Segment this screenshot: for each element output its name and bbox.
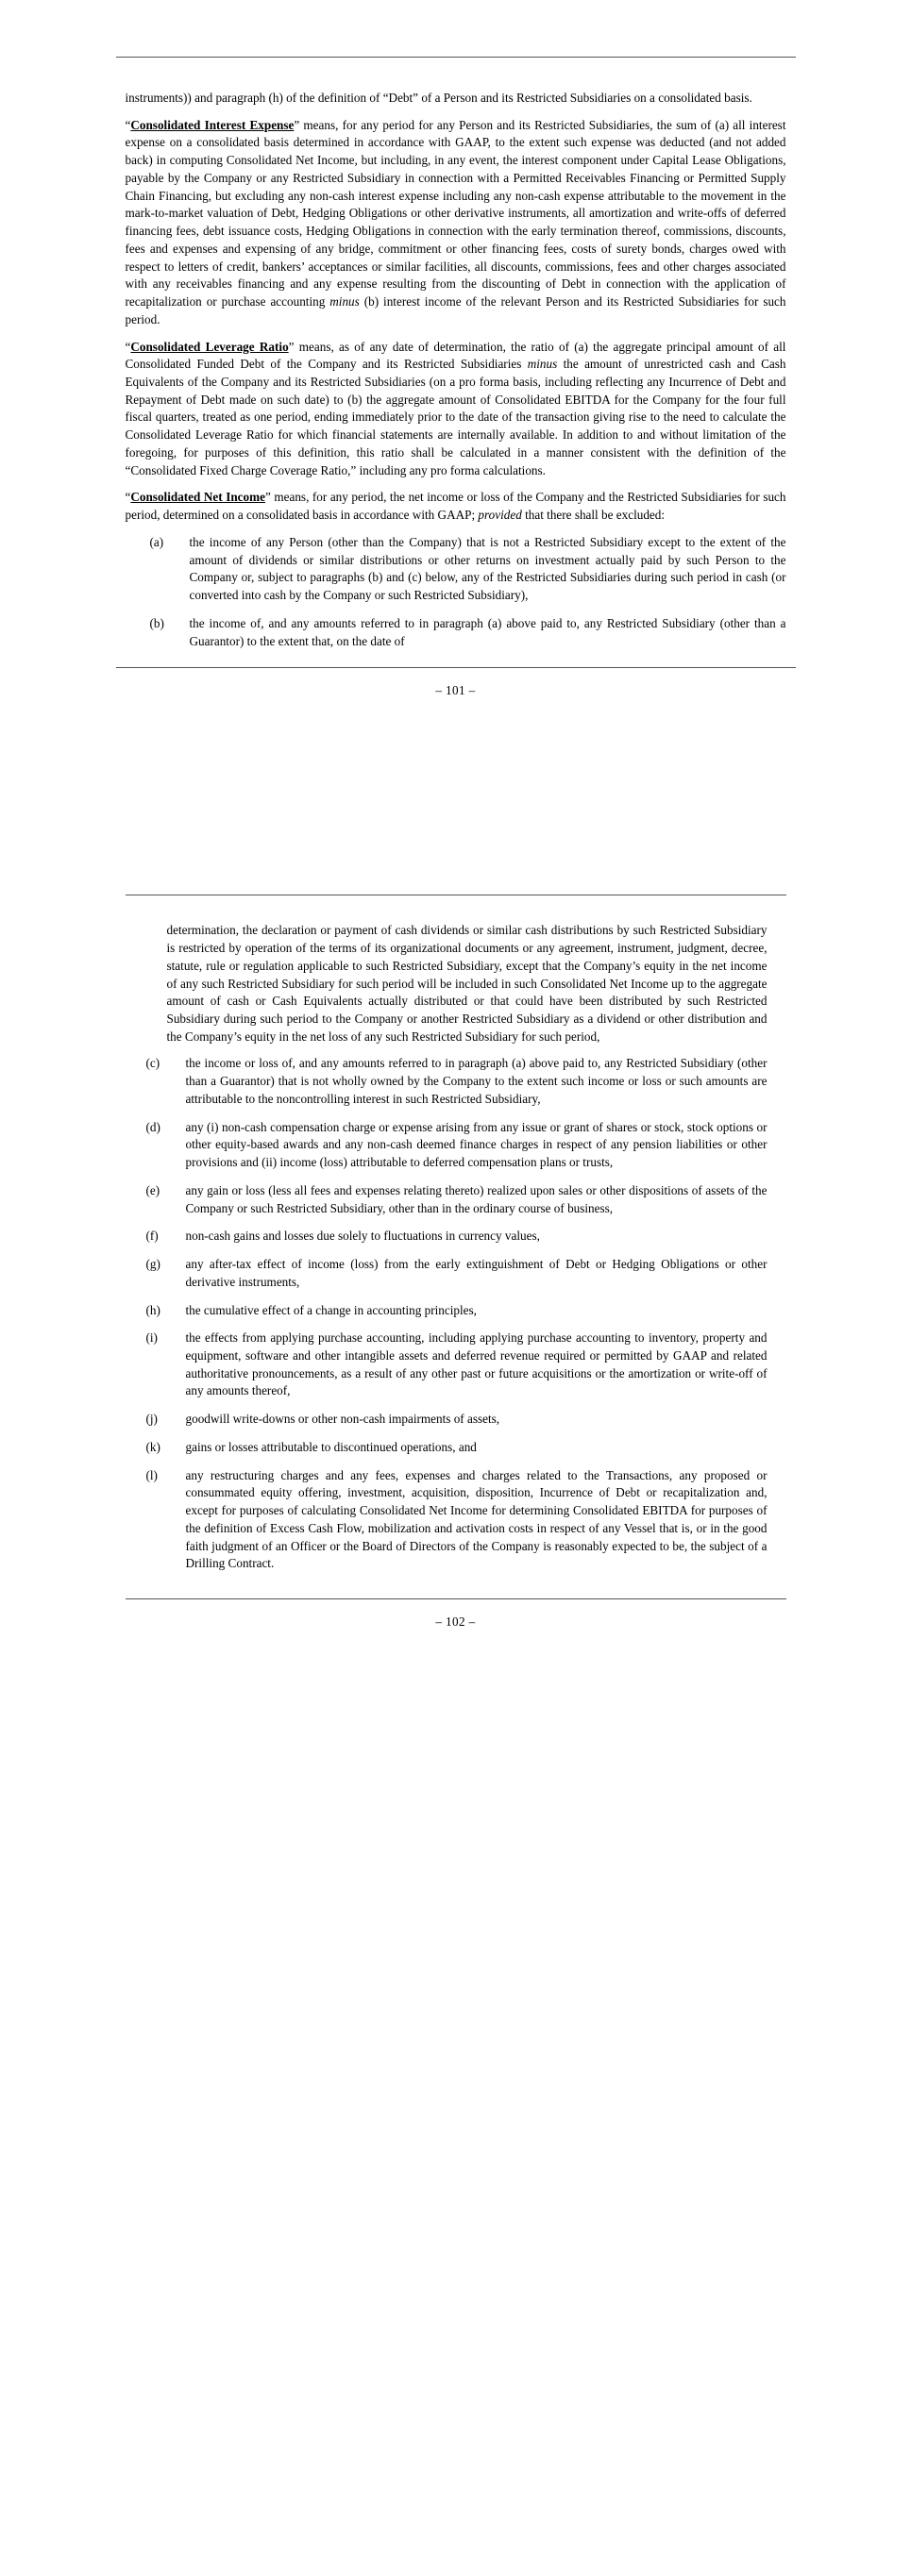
list-item-marker: (e) [145, 1182, 160, 1197]
paragraph-continuation: instruments)) and paragraph (h) of the definition of “Debt” of a Person and its Restricted Subsidiaries on a consolidated basis. [125, 91, 752, 105]
definition-consolidated-net-income [126, 489, 786, 524]
defined-term-label: Consolidated Interest Expense [130, 117, 295, 132]
list-item-text: any after-tax effect of income (loss) from the early extinguishment of Debt or Hedging Obligations or other derivative instruments, [185, 1257, 768, 1289]
list-item [144, 1302, 768, 1320]
defined-term-label: Consolidated Leverage Ratio [130, 339, 289, 354]
list-item [144, 1055, 768, 1108]
definition-body: ” means, for any period for any Person and its Restricted Subsidiaries, the sum of (a) all interest expense on a consolidated basis determined in accordance with GAAP, to the extent such expense was deducted (and not added back) in computing Consolidated Net Income, but including, in any event, the interest component under Capital Lease Obligations, payable by the Company or any Restricted Subsidiary in connection with a Permitted Receivables Financing or Permitted Supply Chain Financing, but excluding any non-cash interest expense including any non-cash expense attributable to the movement in the mark-to-market valuation of Debt, Hedging Obligations or other derivative instruments, all amortization and write-offs of deferred financing fees, debt issuance costs, Hedging Obligations in connection with the early termination thereof, commissions, discounts, fees and expenses and expensing of any bridge, commitment or other financing fees, costs of surety bonds, charges owed with respect to letters of credit, bankers’ acceptances or similar facilities, all discounts, commissions, fees and other charges associated with any receivables financing and any expense resulting from the discounting of Debt in connection with the application of recapitalization or purchase accounting minus (b) interest income of the relevant Person and its Restricted Subsidiaries for such period. [125, 117, 786, 326]
list-item-marker: (k) [145, 1439, 160, 1454]
list-item [144, 1330, 768, 1400]
page-footer-rule [116, 667, 796, 668]
page-102-body [144, 895, 768, 1583]
document-page-101 [0, 0, 911, 698]
list-item-marker: (i) [145, 1330, 158, 1346]
list-item-text: the effects from applying purchase accounting, including applying purchase accounting to inventory, property and equipment, software and other intangible assets and deferred revenue required or permitted by GAAP and related authoritative pronouncements, as a result of any other past or future acquisitions or the amortization or write-off of any amounts thereof, [185, 1330, 768, 1398]
list-item-text: gains or losses attributable to discontinued operations, and [185, 1439, 477, 1454]
list-item [144, 1411, 768, 1429]
list-item-marker: (l) [145, 1467, 158, 1482]
page-number: – 102 – [435, 1614, 476, 1630]
list-item [144, 1256, 768, 1291]
open-quote: “ [125, 117, 131, 132]
defined-term-label: Consolidated Net Income [130, 490, 265, 505]
list-item-marker: (d) [145, 1119, 160, 1134]
list-item [144, 1182, 768, 1217]
list-item [126, 534, 786, 605]
definition-body: ” means, for any period, the net income or loss of the Company and the Restricted Subsidiaries for such period, determined on a consolidated basis in accordance with GAAP; provided that there shall be excluded: [125, 490, 786, 523]
page-gap [0, 698, 911, 779]
open-quote: “ [125, 490, 131, 505]
definition-body: ” means, as of any date of determination, the ratio of (a) the aggregate principal amount of all Consolidated Funded Debt of the Company and its Restricted Subsidiaries minus the amount of unrestricted cash and Cash Equivalents of the Company and its Restricted Subsidiaries (on a pro forma basis, including reflecting any Incurrence of Debt and Repayment of Debt made on such date) to (b) the aggregate amount of Consolidated EBITDA for the Company for the four full fiscal quarters, treated as one period, ending immediately prior to the date of the transaction giving rise to the need to calculate the Consolidated Leverage Ratio for which financial statements are internally available. In addition to and without limitation of the foregoing, for purposes of this definition, this ratio shall be calculated in a manner consistent with the definition of the “Consolidated Fixed Charge Coverage Ratio,” including any pro forma calculations. [125, 339, 786, 477]
list-item-text: non-cash gains and losses due solely to fluctuations in currency values, [185, 1229, 540, 1244]
page-number: – 101 – [435, 683, 476, 698]
list-item-text: the income or loss of, and any amounts referred to in paragraph (a) above paid to, any Restricted Subsidiary (other than a Guarantor) that is not wholly owned by the Company to the extent such income or loss or such amounts are attributable to the noncontrolling interest in such Restricted Subsidiary, [185, 1056, 768, 1106]
list-item-text: goodwill write-downs or other non-cash impairments of assets, [185, 1412, 500, 1427]
list-item-text: any (i) non-cash compensation charge or expense arising from any issue or grant of shares or stock, stock options or other equity-based awards and any non-cash deemed finance charges in respect of any pension liabilities or other provisions and (ii) income (loss) attributable to deferred compensation plans or trusts, [185, 1119, 768, 1170]
list-item-marker: (g) [145, 1257, 160, 1272]
page-footer-rule [126, 1598, 786, 1599]
list-item-marker: (b) [149, 615, 164, 630]
list-item-text: any gain or loss (less all fees and expenses relating thereto) realized upon sales or other dispositions of assets of the Company or such Restricted Subsidiary, other than in the ordinary course of business, [185, 1182, 768, 1215]
list-item-marker: (j) [145, 1412, 158, 1427]
list-item-marker: (c) [145, 1056, 160, 1071]
list-item [144, 1467, 768, 1573]
list-item-marker: (a) [149, 534, 164, 549]
list-item [144, 1439, 768, 1457]
list-item [144, 1119, 768, 1172]
list-item-text: any restructuring charges and any fees, expenses and charges related to the Transactions, any proposed or consummated equity offering, investment, acquisition, disposition, Incurrence of Debt or recapitalization and, except for purposes of calculating Consolidated Net Income for determining Consolidated EBITDA for purposes of the definition of Excess Cash Flow, mobilization and activation costs in respect of any Vessel that is, or in the good faith judgment of an Officer or the Board of Directors of the Company is reasonably expected to be, the subject of a Drilling Contract. [185, 1467, 768, 1571]
definition-consolidated-leverage-ratio [126, 339, 786, 480]
list-item-marker: (h) [145, 1302, 160, 1317]
list-item [126, 615, 786, 650]
definition-consolidated-interest-expense [126, 117, 786, 329]
list-item-text: the cumulative effect of a change in accounting principles, [185, 1302, 477, 1317]
list-item-text: the income of any Person (other than the Company) that is not a Restricted Subsidiary except to the extent of the amount of dividends or similar distributions or other returns on investment actually paid by such Person to the Company or, subject to paragraphs (b) and (c) below, any of the Restricted Subsidiaries during such period in cash (or converted into cash by the Company or such Restricted Subsidiary), [189, 534, 786, 603]
document-page-102 [0, 779, 911, 1630]
list-item [144, 1228, 768, 1246]
paragraph-continuation: determination, the declaration or payment of cash dividends or similar cash distributions by such Restricted Subsidiary is restricted by operation of the terms of its organizational documents or any agreement, instrument, judgment, decree, statute, rule or regulation applicable to such Restricted Subsidiary, except that the Company’s equity in the net income of any such Restricted Subsidiary for such period will be included in such Consolidated Net Income up to the aggregate amount of cash or Cash Equivalents actually distributed or that could have been distributed by such Restricted Subsidiary during such period to the Company or another Restricted Subsidiary as a dividend or other distribution and the Company’s equity in the net loss of any such Restricted Subsidiary for such period, [166, 923, 768, 1044]
open-quote: “ [125, 339, 131, 354]
list-item-marker: (f) [145, 1229, 159, 1244]
list-item-text: the income of, and any amounts referred to in paragraph (a) above paid to, any Restricted Subsidiary (other than a Guarantor) to the extent that, on the date of [189, 615, 786, 648]
page-101-body [126, 58, 786, 650]
